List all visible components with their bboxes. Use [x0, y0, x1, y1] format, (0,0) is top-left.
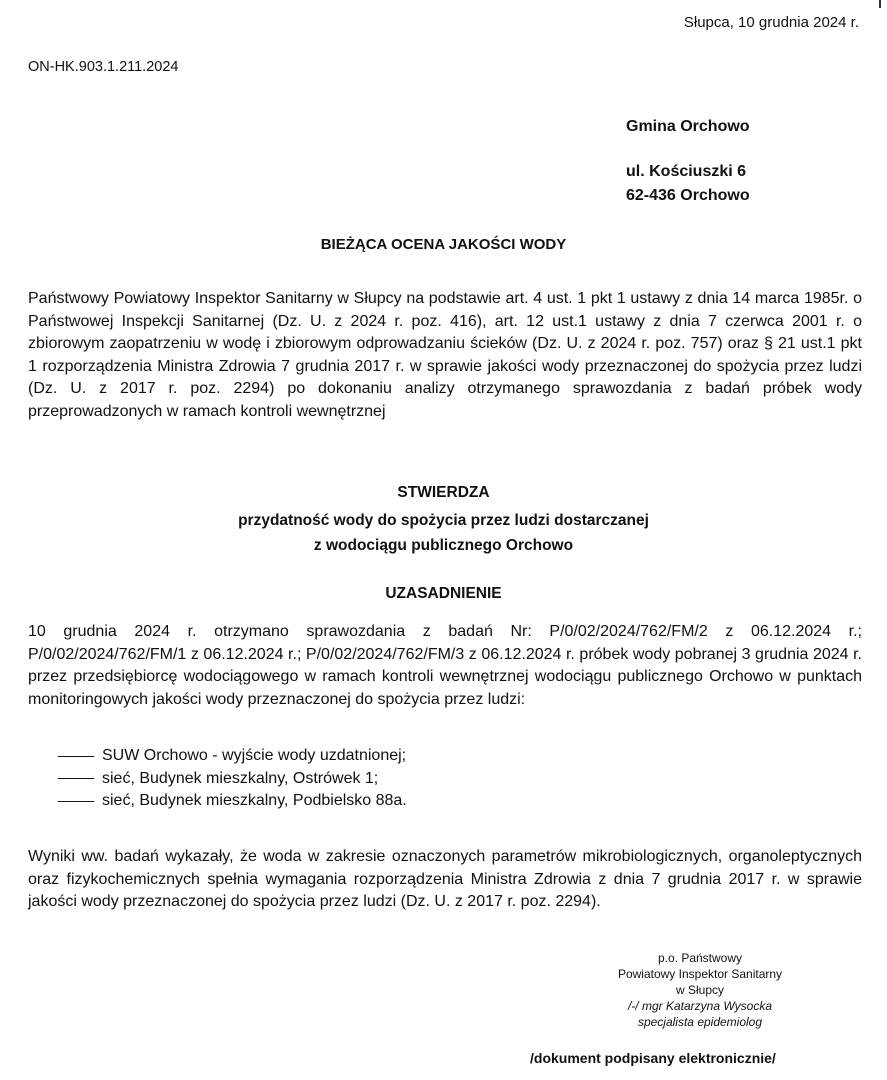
decision-line-2: z wodociągu publicznego Orchowo [313, 537, 574, 554]
signature-line-3: w Słupcy [675, 983, 725, 997]
signature-name: /-/ mgr Katarzyna Wysocka [627, 999, 773, 1013]
reference-number: ON-HK.903.1.211.2024 [28, 59, 179, 75]
recipient-postal-city: 62-436 Orchowo [626, 187, 750, 204]
corner-mark [879, 0, 881, 8]
document-date: Słupca, 10 grudnia 2024 r. [683, 14, 859, 31]
document-title: BIEŻĄCA OCENA JAKOŚCI WODY [320, 236, 567, 253]
list-item: SUW Orchowo - wyjście wody uzdatnionej; [58, 745, 407, 768]
list-item: sieć, Budynek mieszkalny, Ostrówek 1; [58, 768, 407, 791]
decision-line-1: przydatność wody do spożycia przez ludzi dostarczanej [238, 512, 649, 529]
monitoring-points-list [58, 745, 407, 813]
list-item: sieć, Budynek mieszkalny, Podbielsko 88a. [58, 790, 407, 813]
electronic-signature-note: /dokument podpisany elektronicznie/ [530, 1050, 776, 1066]
dash-bullet [58, 801, 94, 802]
decision-heading: STWIERDZA [397, 484, 490, 501]
dash-bullet [58, 778, 94, 779]
signature-line-2: Powiatowy Inspektor Sanitarny [617, 967, 783, 981]
signature-role: specjalista epidemiolog [637, 1015, 763, 1029]
recipient-name: Gmina Orchowo [626, 118, 750, 135]
dash-bullet [58, 756, 94, 757]
justification-heading: UZASADNIENIE [385, 585, 502, 602]
signature-line-1: p.o. Państwowy [657, 951, 743, 965]
intro-paragraph: Państwowy Powiatowy Inspektor Sanitarny w Słupcy na podstawie art. 4 ust. 1 pkt 1 ustawy z dnia 14 marca 1985r. o Państwowej Inspekcji Sanitarnej (Dz. U. z 2024 r. poz. 416), art. 12 ust.1 ustawy z dnia 7 czerwca 2001 r. o zbiorowym zaopatrzeniu w wodę i zbiorowym odprowadzaniu ścieków (Dz. U. z 2024 r. poz. 757) oraz § 21 ust.1 pkt 1 rozporządzenia Ministra Zdrowia 7 grudnia 2017 r. w sprawie jakości wody przeznaczonej do spożycia przez ludzi (Dz. U. z 2017 r. poz. 2294) po dokonaniu analizy otrzymanego sprawozdania z badań próbek wody przeprowadzonych w ramach kontroli wewnętrznej [28, 290, 862, 420]
justification-paragraph: 10 grudnia 2024 r. otrzymano sprawozdania z badań Nr: P/0/02/2024/762/FM/2 z 06.12.2024 r.; P/0/02/2024/762/FM/1 z 06.12.2024 r.; P/0/02/2024/762/FM/3 z 06.12.2024 r. próbek wody pobranej 3 grudnia 2024 r. przez przedsiębiorcę wodociągowego w ramach kontroli wewnętrznej wodociągu publicznego Orchowo w punktach monitoringowych jakości wody przeznaczonej do spożycia przez ludzi: [28, 623, 862, 708]
results-paragraph: Wyniki ww. badań wykazały, że woda w zakresie oznaczonych parametrów mikrobiologicznych, organoleptycznych oraz fizykochemicznych spełnia wymagania rozporządzenia Ministra Zdrowia z dnia 7 grudnia 2017 r. w sprawie jakości wody przeznaczonej do spożycia przez ludzi (Dz. U. z 2017 r. poz. 2294). [28, 848, 862, 910]
signature-block [510, 950, 887, 1030]
recipient-street: ul. Kościuszki 6 [626, 163, 747, 180]
